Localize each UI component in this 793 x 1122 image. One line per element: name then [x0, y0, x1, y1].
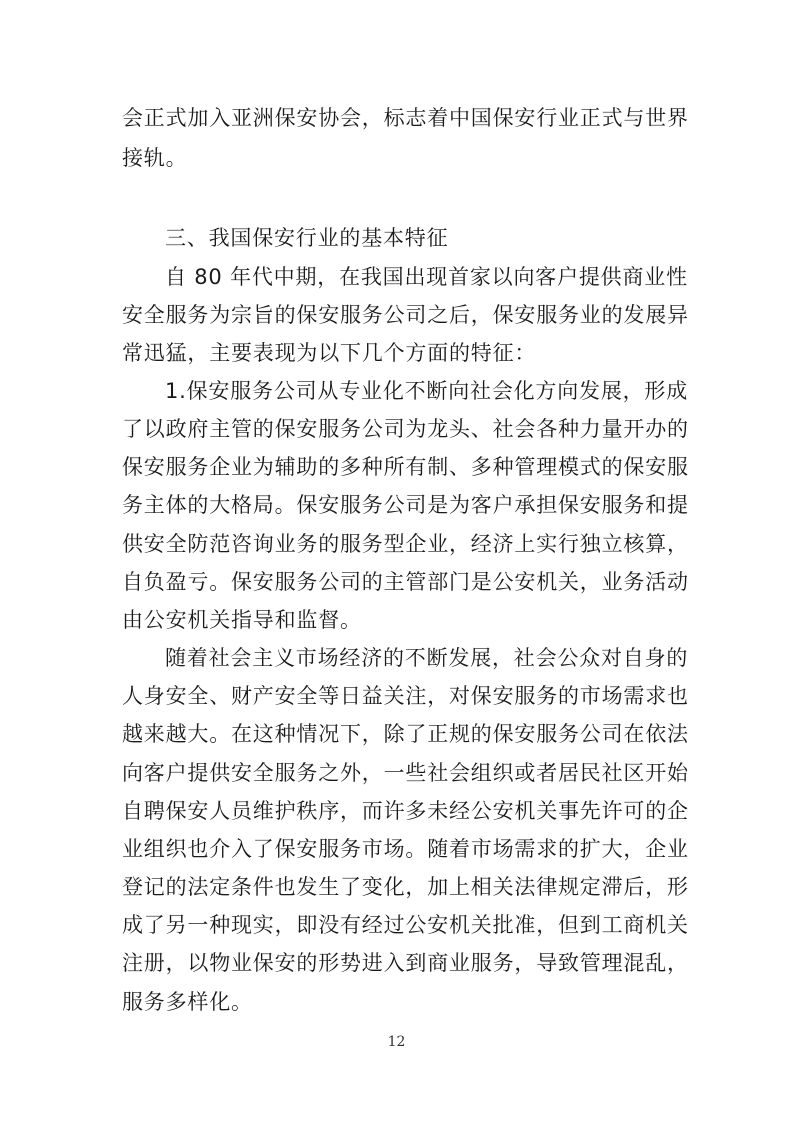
text-line: 保安服务企业为辅助的多种所有制、多种管理模式的保安服	[122, 455, 689, 479]
text-line: 1.保安服务公司从专业化不断向社会化方向发展，形成	[165, 379, 689, 403]
page-number: 12	[387, 1034, 406, 1050]
text-line: 了以政府主管的保安服务公司为龙头、社会各种力量开办的	[122, 417, 689, 441]
text-line: 自负盈亏。保安服务公司的主管部门是公安机关，业务活动	[122, 570, 689, 594]
text-line: 越来越大。在这种情况下，除了正规的保安服务公司在依法	[122, 722, 689, 746]
text-line: 成了另一种现实，即没有经过公安机关批准，但到工商机关	[122, 913, 689, 937]
text-line: 供安全防范咨询业务的服务型企业，经济上实行独立核算，	[122, 532, 689, 556]
text-line: 安全服务为宗旨的保安服务公司之后，保安服务业的发展异	[122, 303, 689, 327]
section-heading: 三、我国保安行业的基本特征	[165, 226, 449, 250]
text-line: 自聘保安人员维护秩序，而许多未经公安机关事先许可的企	[122, 799, 689, 823]
text-line: 自 80 年代中期，在我国出现首家以向客户提供商业性	[165, 265, 688, 289]
text-line: 随着社会主义市场经济的不断发展，社会公众对自身的	[165, 646, 689, 670]
text-line: 务主体的大格局。保安服务公司是为客户承担保安服务和提	[122, 493, 689, 517]
text-line: 接轨。	[122, 146, 188, 170]
text-line: 由公安机关指导和监督。	[122, 608, 362, 632]
text-line: 会正式加入亚洲保安协会，标志着中国保安行业正式与世界	[122, 106, 689, 130]
text-line: 注册，以物业保安的形势进入到商业服务，导致管理混乱，	[122, 951, 689, 975]
text-line: 登记的法定条件也发生了变化，加上相关法律规定滞后，形	[122, 875, 689, 899]
text-line: 业组织也介入了保安服务市场。随着市场需求的扩大，企业	[122, 837, 689, 861]
text-line: 常迅猛，主要表现为以下几个方面的特征：	[122, 341, 537, 365]
text-line: 服务多样化。	[122, 990, 253, 1014]
text-line: 人身安全、财产安全等日益关注，对保安服务的市场需求也	[122, 684, 689, 708]
text-line: 向客户提供安全服务之外，一些社会组织或者居民社区开始	[122, 761, 689, 785]
